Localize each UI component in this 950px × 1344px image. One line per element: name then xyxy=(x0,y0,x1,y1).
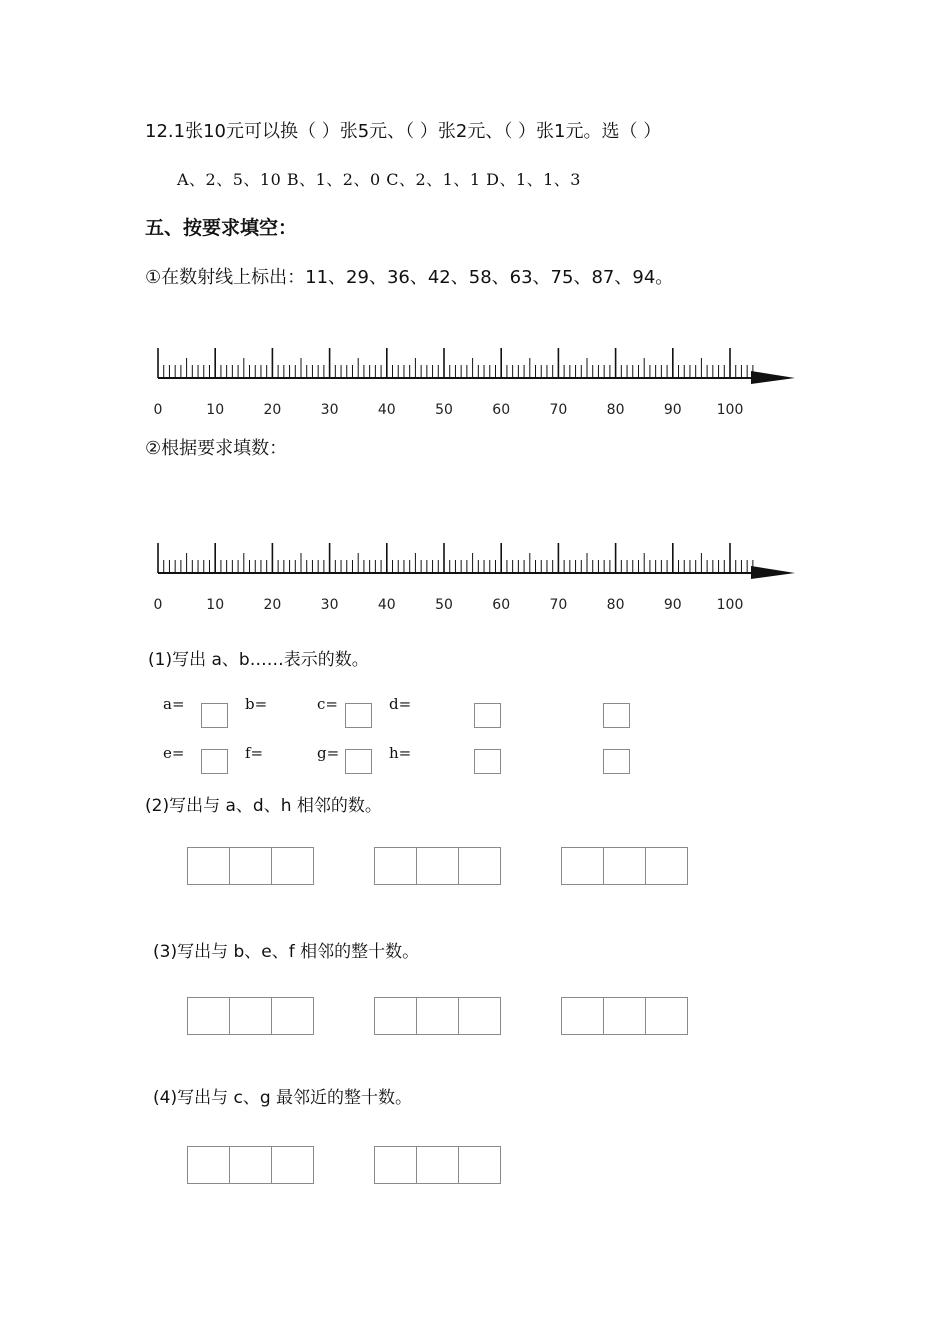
tick-label: 30 xyxy=(320,402,339,418)
answer-box-d[interactable] xyxy=(603,703,630,728)
tick-label: 100 xyxy=(716,402,744,418)
answer-cell[interactable] xyxy=(374,847,417,885)
tick-label: 60 xyxy=(492,402,511,418)
tick-label: 40 xyxy=(377,597,396,613)
answer-group-f[interactable] xyxy=(561,997,688,1035)
tick-label: 50 xyxy=(435,597,453,613)
label-f: f= xyxy=(245,744,264,762)
answer-cell[interactable] xyxy=(229,997,272,1035)
axis-arrow xyxy=(751,566,795,579)
answer-cell[interactable] xyxy=(271,997,314,1035)
answer-cell[interactable] xyxy=(187,997,230,1035)
label-b: b= xyxy=(245,695,268,713)
answer-box-g[interactable] xyxy=(345,749,372,774)
label-g: g= xyxy=(317,744,340,762)
answer-group-g[interactable] xyxy=(374,1146,501,1184)
tick-label: 80 xyxy=(606,402,625,418)
tick-label: 80 xyxy=(606,597,625,613)
answer-cell[interactable] xyxy=(416,847,459,885)
tick-label: 90 xyxy=(663,597,682,613)
number-line-2 xyxy=(150,535,810,615)
label-d: d= xyxy=(389,695,412,713)
answer-group-a[interactable] xyxy=(187,847,314,885)
tick-label: 90 xyxy=(663,402,682,418)
answer-group-e[interactable] xyxy=(374,997,501,1035)
question-12-text: 12.1张10元可以换（ ）张5元、（ ）张2元、（ ）张1元。选（ ） xyxy=(145,121,662,142)
answer-cell[interactable] xyxy=(561,847,604,885)
tick-label: 50 xyxy=(435,402,453,418)
part-2-instruction: ②根据要求填数： xyxy=(145,438,288,459)
answer-cell[interactable] xyxy=(416,1146,459,1184)
label-c: c= xyxy=(317,695,338,713)
question-12-options: A、2、5、10 B、1、2、0 C、2、1、1 D、1、1、3 xyxy=(177,170,581,189)
tick-label: 30 xyxy=(320,597,339,613)
label-h: h= xyxy=(389,744,412,762)
section-5-title: 五、按要求填空： xyxy=(145,217,298,239)
answer-cell[interactable] xyxy=(271,1146,314,1184)
answer-cell[interactable] xyxy=(271,847,314,885)
answer-cell[interactable] xyxy=(187,847,230,885)
tick-label: 70 xyxy=(549,597,568,613)
answer-box-c[interactable] xyxy=(345,703,372,728)
answer-cell[interactable] xyxy=(561,997,604,1035)
tick-label: 100 xyxy=(716,597,744,613)
answer-box-a[interactable] xyxy=(201,703,228,728)
tick-label: 0 xyxy=(153,402,163,418)
sub-question-3: (3)写出与 b、e、f 相邻的整十数。 xyxy=(153,942,420,962)
tick-label: 70 xyxy=(549,402,568,418)
answer-cell[interactable] xyxy=(229,1146,272,1184)
answer-cell[interactable] xyxy=(416,997,459,1035)
answer-cell[interactable] xyxy=(458,1146,501,1184)
tick-label: 20 xyxy=(263,402,282,418)
answer-cell[interactable] xyxy=(603,847,646,885)
tick-label: 10 xyxy=(206,597,225,613)
answer-cell[interactable] xyxy=(458,847,501,885)
answer-cell[interactable] xyxy=(374,997,417,1035)
sub-question-4: (4)写出与 c、g 最邻近的整十数。 xyxy=(153,1088,413,1108)
answer-group-c[interactable] xyxy=(187,1146,314,1184)
answer-cell[interactable] xyxy=(458,997,501,1035)
answer-group-h[interactable] xyxy=(561,847,688,885)
answer-cell[interactable] xyxy=(603,997,646,1035)
answer-box-f[interactable] xyxy=(474,749,501,774)
answer-box-h[interactable] xyxy=(603,749,630,774)
label-e: e= xyxy=(163,744,185,762)
tick-label: 10 xyxy=(206,402,225,418)
answer-group-d[interactable] xyxy=(374,847,501,885)
axis-arrow xyxy=(751,371,795,384)
sub-question-1: (1)写出 a、b……表示的数。 xyxy=(148,650,369,670)
tick-label: 40 xyxy=(377,402,396,418)
answer-cell[interactable] xyxy=(645,847,688,885)
tick-label: 0 xyxy=(153,597,163,613)
answer-box-e[interactable] xyxy=(201,749,228,774)
answer-cell[interactable] xyxy=(645,997,688,1035)
answer-group-b[interactable] xyxy=(187,997,314,1035)
sub-question-2: (2)写出与 a、d、h 相邻的数。 xyxy=(145,796,382,816)
tick-label: 60 xyxy=(492,597,511,613)
tick-label: 20 xyxy=(263,597,282,613)
answer-cell[interactable] xyxy=(229,847,272,885)
answer-box-b[interactable] xyxy=(474,703,501,728)
part-1-instruction: ①在数射线上标出：11、29、36、42、58、63、75、87、94。 xyxy=(145,267,674,288)
answer-cell[interactable] xyxy=(187,1146,230,1184)
number-line-1 xyxy=(150,340,810,420)
label-a: a= xyxy=(163,695,185,713)
answer-cell[interactable] xyxy=(374,1146,417,1184)
